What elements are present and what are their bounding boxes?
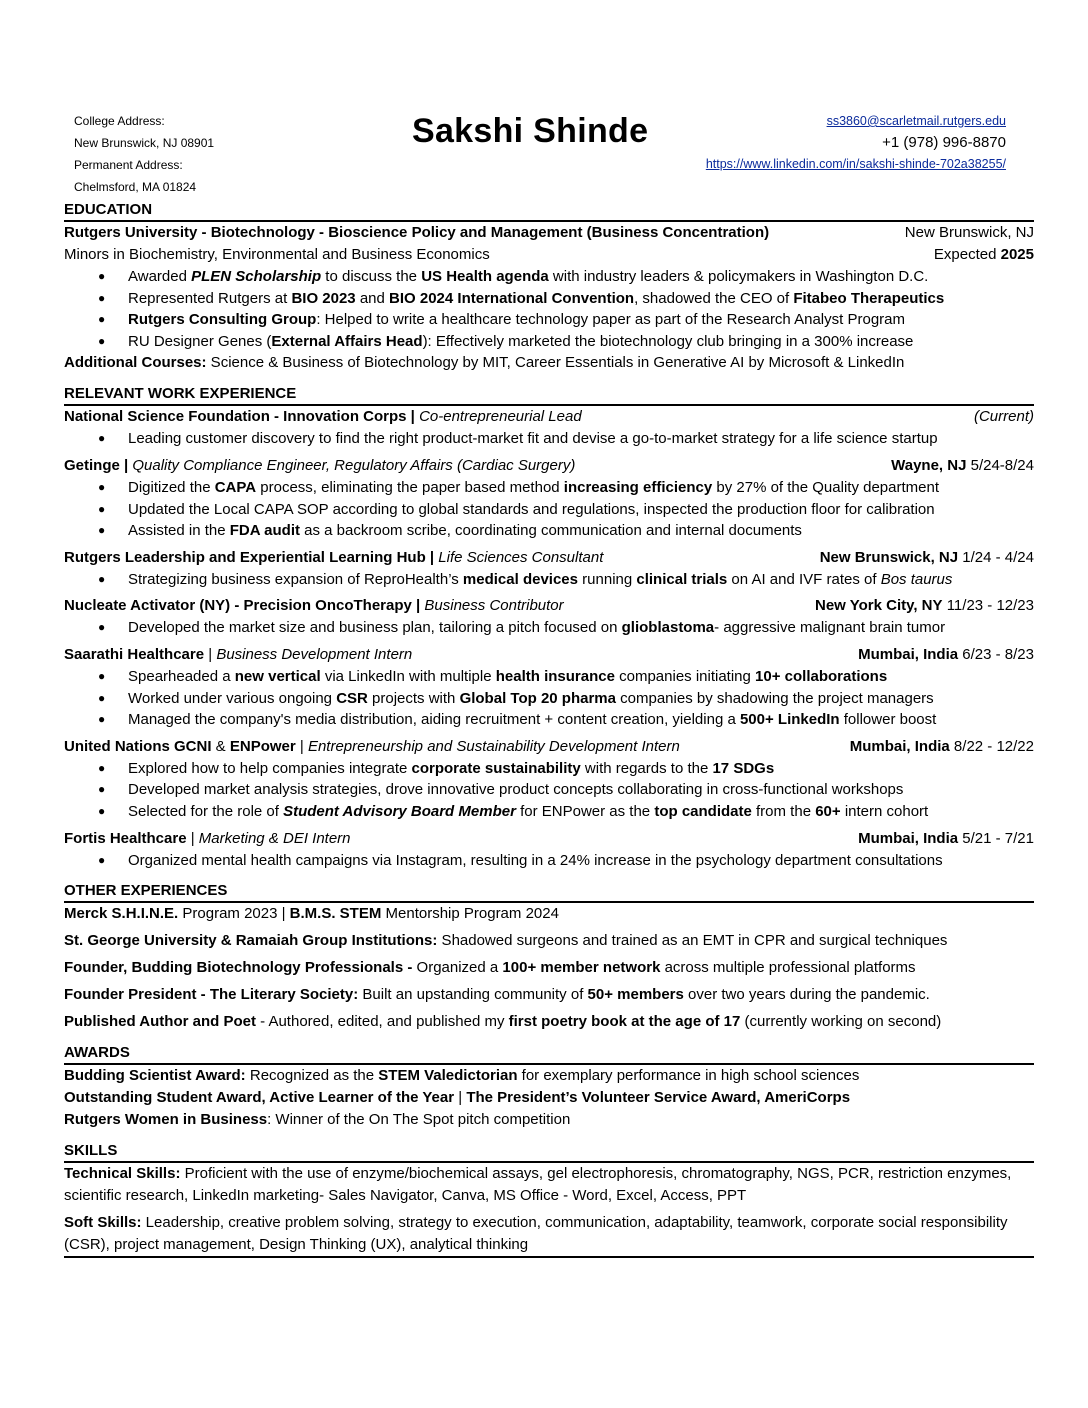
list-item: ● Developed the market size and business plan, tailoring a pitch focused on glioblastoma- aggressive malignant brain tumor bbox=[64, 617, 1034, 639]
list-item: ● Leading customer discovery to find the right product-market fit and devise a go-to-market strategy for a life science startup bbox=[64, 428, 1034, 450]
list-item: ● Organized mental health campaigns via Instagram, resulting in a 24% increase in the psychology department consultations bbox=[64, 850, 1034, 872]
job-nsf-header: National Science Foundation - Innovation Corps | Co-entrepreneurial Lead (Current) bbox=[64, 408, 1034, 426]
section-other-heading: OTHER EXPERIENCES bbox=[64, 881, 1034, 903]
other-line-1: Merck S.H.I.N.E. Program 2023 | B.M.S. STEM Mentorship Program 2024 bbox=[64, 905, 559, 923]
list-item: ● Selected for the role of Student Advisory Board Member for ENPower as the top candidate from the 60+ intern cohort bbox=[64, 801, 1034, 823]
additional-courses: Additional Courses: Science & Business of Biotechnology by MIT, Career Essentials in Generative AI by Microsoft & LinkedIn bbox=[64, 354, 905, 372]
other-line-5: Published Author and Poet - Authored, edited, and published my first poetry book at the age of 17 (currently working on second) bbox=[64, 1013, 942, 1031]
address-block bbox=[74, 110, 214, 198]
job-rutgers-hub-header: Rutgers Leadership and Experiential Learning Hub | Life Sciences Consultant New Brunswick, NJ 1/24 - 4/24 bbox=[64, 548, 1034, 566]
other-line-4: Founder President - The Literary Society: Built an upstanding community of 50+ members over two years during the pandemic. bbox=[64, 986, 930, 1004]
job-nucleate-header: Nucleate Activator (NY) - Precision OncoTherapy | Business Contributor New York City, NY 11/23 - 12/23 bbox=[64, 597, 1034, 615]
resume-header bbox=[64, 0, 1034, 200]
education-school: Rutgers University - Biotechnology - Bioscience Policy and Management (Business Concentration) bbox=[64, 224, 770, 241]
education-minors-row bbox=[64, 244, 1034, 266]
list-item: ● Explored how to help companies integrate corporate sustainability with regards to the 17 SDGs bbox=[64, 758, 1034, 780]
award-line-3: Rutgers Women in Business: Winner of the On The Spot pitch competition bbox=[64, 1111, 571, 1129]
list-item: ● Assisted in the FDA audit as a backroom scribe, coordinating communication and internal documents bbox=[64, 520, 1034, 542]
job-fortis-header: Fortis Healthcare | Marketing & DEI Intern Mumbai, India 5/21 - 7/21 bbox=[64, 829, 1034, 847]
list-item: ● Updated the Local CAPA SOP according to global standards and regulations, inspected the production floor for calibration bbox=[64, 499, 1034, 521]
resume-page bbox=[64, 0, 1034, 1258]
college-address-label: College Address: bbox=[74, 114, 165, 128]
award-line-2: Outstanding Student Award, Active Learner of the Year | The President’s Volunteer Service Award, AmeriCorps bbox=[64, 1089, 851, 1107]
list-item: ● Managed the company's media distribution, aiding recruitment + content creation, yielding a 500+ LinkedIn follower boost bbox=[64, 709, 1034, 731]
job-saarathi-header: Saarathi Healthcare | Business Development Intern Mumbai, India 6/23 - 8/23 bbox=[64, 645, 1034, 663]
college-address: New Brunswick, NJ 08901 bbox=[74, 136, 215, 150]
email-link[interactable]: ss3860@scarletmail.rutgers.edu bbox=[826, 114, 1006, 128]
section-work-heading: RELEVANT WORK EXPERIENCE bbox=[64, 384, 1034, 406]
contact-block bbox=[706, 110, 1006, 175]
education-location: New Brunswick, NJ bbox=[904, 224, 1034, 241]
job-un-header: United Nations GCNI & ENPower | Entrepreneurship and Sustainability Development Intern Mumbai, India 8/22 - 12/22 bbox=[64, 737, 1034, 755]
list-item: ● Strategizing business expansion of ReproHealth’s medical devices running clinical trials on AI and IVF rates of Bos taurus bbox=[64, 569, 1034, 591]
education-expected: Expected 2025 bbox=[933, 246, 1034, 263]
candidate-name: Sakshi Shinde bbox=[412, 112, 649, 150]
job-getinge-header: Getinge | Quality Compliance Engineer, Regulatory Affairs (Cardiac Surgery) Wayne, NJ 5/24-8/24 bbox=[64, 456, 1034, 474]
list-item: ● Spearheaded a new vertical via LinkedIn with multiple health insurance companies initiating 10+ collaborations bbox=[64, 666, 1034, 688]
education-minors: Minors in Biochemistry, Environmental and Business Economics bbox=[64, 246, 490, 263]
technical-skills: Technical Skills: Proficient with the use of enzyme/biochemical assays, gel electrophoresis, chromatography, NGS, PCR, restriction enzymes, scientific research, LinkedIn marketing- Sales Navigator, Canva, MS Office - Word, Excel, Access, PPT bbox=[64, 1165, 1012, 1205]
list-item: ● Represented Rutgers at BIO 2023 and BIO 2024 International Convention, shadowed the CEO of Fitabeo Therapeutics bbox=[64, 288, 1034, 310]
section-skills-heading: SKILLS bbox=[64, 1141, 1034, 1163]
phone-number: +1 (978) 996-8870 bbox=[882, 134, 1006, 151]
list-item: ● Developed market analysis strategies, drove innovative product concepts collaborating in cross-functional workshops bbox=[64, 779, 1034, 801]
soft-skills: Soft Skills: Leadership, creative problem solving, strategy to execution, communication, adaptability, teamwork, corporate social responsibility (CSR), project management, Design Thinking (UX), analytical thinking bbox=[64, 1212, 1034, 1258]
education-school-row bbox=[64, 222, 1034, 244]
list-item: ● Rutgers Consulting Group: Helped to write a healthcare technology paper as part of the Research Analyst Program bbox=[64, 309, 1034, 331]
other-line-3: Founder, Budding Biotechnology Professionals - Organized a 100+ member network across multiple professional platforms bbox=[64, 959, 916, 977]
list-item: ● RU Designer Genes (External Affairs Head): Effectively marketed the biotechnology club bringing in a 300% increase bbox=[64, 331, 1034, 353]
list-item: ● Digitized the CAPA process, eliminating the paper based method increasing efficiency by 27% of the Quality department bbox=[64, 477, 1034, 499]
list-item: ● Worked under various ongoing CSR projects with Global Top 20 pharma companies by shadowing the project managers bbox=[64, 688, 1034, 710]
section-education-heading: EDUCATION bbox=[64, 200, 1034, 222]
award-line-1: Budding Scientist Award: Recognized as the STEM Valedictorian for exemplary performance in high school sciences bbox=[64, 1067, 860, 1085]
list-item: ● Awarded PLEN Scholarship to discuss the US Health agenda with industry leaders & policymakers in Washington D.C. bbox=[64, 266, 1034, 288]
education-bullets bbox=[64, 266, 1034, 352]
permanent-address-label: Permanent Address: bbox=[74, 158, 183, 172]
section-awards-heading: AWARDS bbox=[64, 1043, 1034, 1065]
linkedin-link[interactable]: https://www.linkedin.com/in/sakshi-shinde-702a38255/ bbox=[705, 157, 1006, 171]
other-line-2: St. George University & Ramaiah Group Institutions: Shadowed surgeons and trained as an EMT in CPR and surgical techniques bbox=[64, 932, 948, 950]
permanent-address: Chelmsford, MA 01824 bbox=[74, 180, 197, 194]
